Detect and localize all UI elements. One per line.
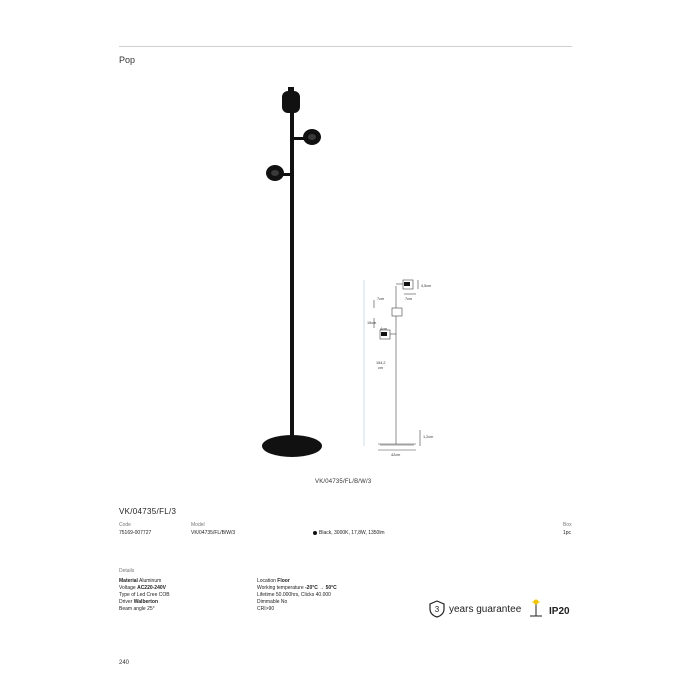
specs-left xyxy=(119,578,170,613)
page-title: Pop xyxy=(119,55,136,65)
spec-row: Voltage AC220-240V xyxy=(119,585,166,591)
color-variant xyxy=(313,530,385,536)
page-number: 240 xyxy=(119,660,130,666)
ip-rating: IP20 xyxy=(549,606,570,617)
guarantee-text: years guarantee xyxy=(449,603,522,615)
shield-icon xyxy=(429,600,445,618)
model-value: VK/04735/FL/B/W/3 xyxy=(191,530,236,536)
dim-label-7: 1,2cm xyxy=(423,435,434,439)
svg-text:3: 3 xyxy=(434,605,440,614)
figure-caption: VK/04735/FL/B/W/3 xyxy=(315,479,372,485)
dim-label-6: 154,2 xyxy=(376,361,386,365)
dim-label-4: 15cm xyxy=(367,321,377,325)
specs-right xyxy=(257,578,337,613)
spec-row: Driver Walberton xyxy=(119,599,158,605)
product-name: VK/04735/FL/3 xyxy=(119,507,177,516)
details-heading: Details xyxy=(119,568,135,574)
color-swatch xyxy=(313,531,317,535)
spec-row: Material Aluminum xyxy=(119,578,162,584)
spec-row: Lifetime 50.000hrs, Clicks 40.000 xyxy=(257,592,331,598)
code-value: 75169-007727 xyxy=(119,530,152,536)
ip-lamp-icon xyxy=(528,598,544,618)
dim-label-8: 42cm xyxy=(391,453,401,457)
spec-row: Beam angle 25° xyxy=(119,606,155,612)
spec-row: Working temperature -20°C → 50°C xyxy=(257,585,337,591)
dim-label-2: 7cm xyxy=(405,297,413,301)
spec-row: Type of Led Cree COB xyxy=(119,592,170,598)
top-rule xyxy=(119,46,572,47)
spec-row: Location Floor xyxy=(257,578,290,584)
box-header: Box xyxy=(563,522,572,528)
spec-row: Dimmable No xyxy=(257,599,288,605)
floor-lamp-image xyxy=(250,85,350,465)
dimension-drawing xyxy=(360,270,450,460)
dim-label-3: 7cm xyxy=(377,297,385,301)
dim-label-6b: cm xyxy=(378,366,384,370)
dim-label-5: 4cm xyxy=(380,327,388,331)
model-header: Model xyxy=(191,522,205,528)
guarantee-badge xyxy=(429,600,521,618)
spec-row: CRI>90 xyxy=(257,606,275,612)
color-value: Black, 3000K, 17,8W, 1350lm xyxy=(319,530,385,536)
code-header: Code xyxy=(119,522,131,528)
dim-label-1: 4,5cm xyxy=(421,284,432,288)
box-value: 1pc xyxy=(563,530,572,536)
